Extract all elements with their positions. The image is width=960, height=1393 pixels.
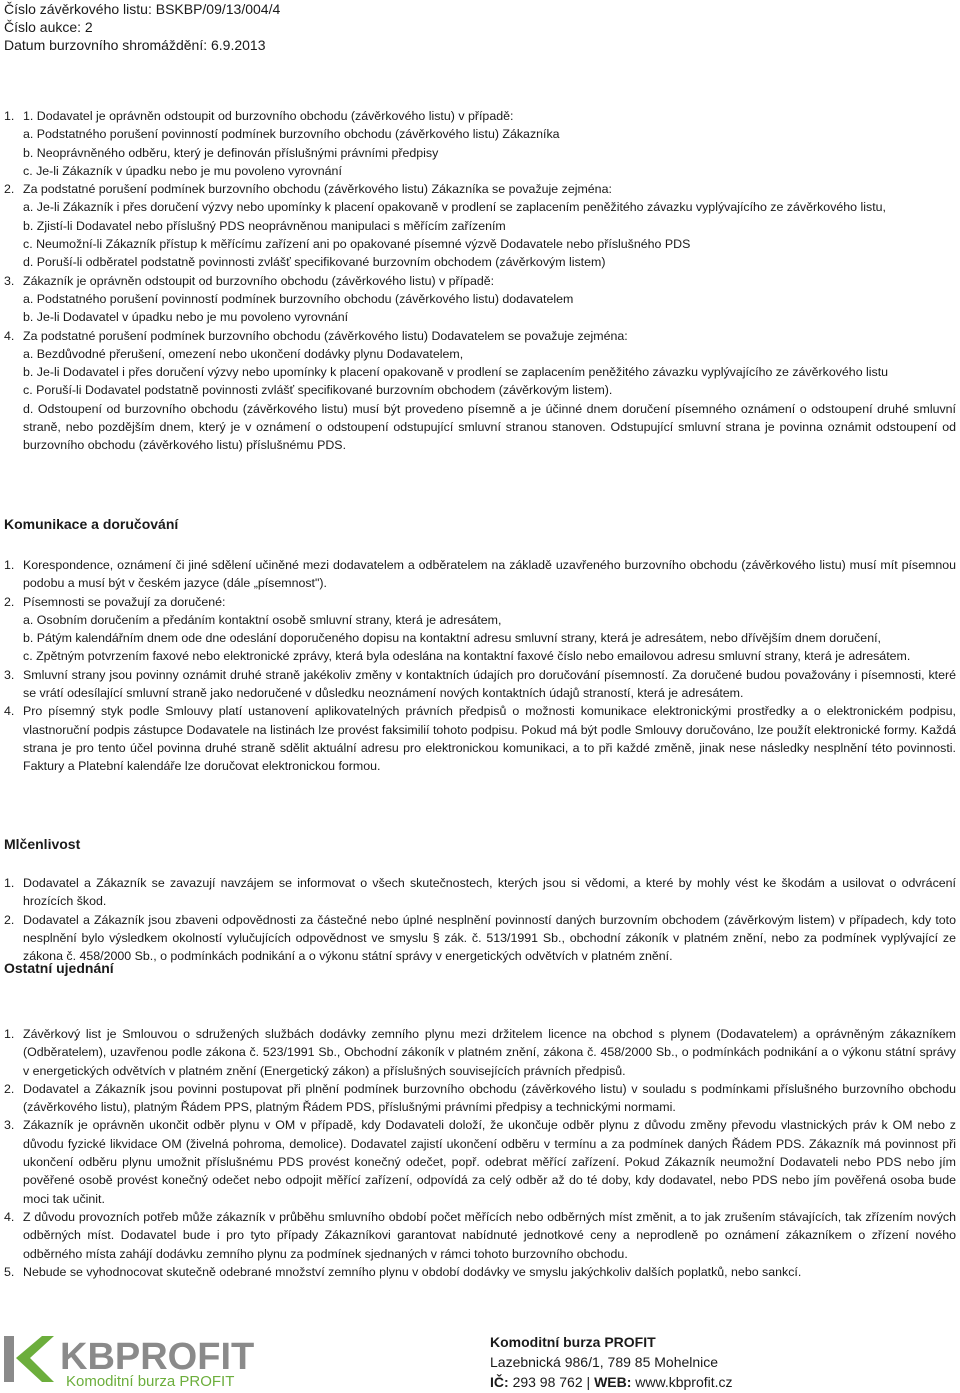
item-number: 4. [4,704,15,719]
item-number [4,647,23,665]
item-number [4,125,23,143]
item-text: c. Zpětným potvrzením faxové nebo elektronické zprávy, která byla odeslána na kontaktní faxové číslo nebo emailovou adresu smluvní strany, která je adresátem. [23,649,911,664]
item-number [4,308,23,326]
item-text: c. Poruší-li Dodavatel podstatně povinnosti zvlášť specifikované burzovním obchodem (závěrkovým listem). [23,383,613,398]
list-item [4,1116,956,1207]
list-item [4,363,956,381]
list-item [4,381,956,399]
item-number: 1. [4,876,15,890]
section-confidentiality [4,874,956,965]
footer-company: Komoditní burza PROFIT [490,1334,656,1350]
section-communication [4,556,956,776]
item-text: Z důvodu provozních potřeb může zákazník v průběhu smluvního období počet měřících nebo odběrných míst změnit, a to jak zrušením stávajících, tak zřízením nových odběrných míst. Dodavatel bude i pro tyto případy Zákazníkovi garantovat nabídnuté jednotkové ceny a neprodleně po oznámení zákazníkem o zřízení nového odběrného místa zahájí dodávku zemního plynu za podmínek sjednaných v rámci tohoto burzovního obchodu. [23,1209,956,1261]
item-number [4,611,23,629]
item-text: d. Odstoupení od burzovního obchodu (závěrkového listu) musí být provedeno písemně a je účinné dnem doručení písemného oznámení o odstoupení druhé smluvní straně, nebo pozdějším dnem, který je v oznámení o odstoupení odstupující smluvní stranou stanoven. Odstupující smluvní strana je povinna oznámit odstoupení od burzovního obchodu (závěrkového listu) příslušnému PDS. [23,401,956,453]
footer-address: Lazebnická 986/1, 789 85 Mohelnice [490,1354,719,1370]
logo-wordmark: KBPROFIT [60,1336,255,1378]
web-label: WEB: [594,1374,632,1390]
list-item [4,308,956,326]
item-number: 3. [4,667,15,682]
item-number: 4. [4,1209,15,1224]
exchange-date: Datum burzovního shromáždění: 6.9.2013 [4,37,266,53]
item-number [4,235,23,253]
list-item [4,107,956,125]
list-item [4,1263,956,1281]
item-number [4,345,23,363]
item-text: Písemnosti se považují za doručené: [23,594,226,609]
auction-number: Číslo aukce: 2 [4,19,93,35]
item-text: a. Podstatného porušení povinností podmínek burzovního obchodu (závěrkového listu) Zákazníka [23,127,560,142]
list-item [4,556,956,593]
item-text: b. Je-li Dodavatel v úpadku nebo je mu povoleno vyrovnání [23,310,349,325]
ic-label: IČ: [490,1374,509,1390]
item-text: a. Je-li Zákazník i přes doručení výzvy nebo upomínky k placení opakovaně v prodlení se zaplacením peněžitého závazku vyplývajícího ze závěrkového listu, [23,200,886,215]
item-text: a. Podstatného porušení povinností podmínek burzovního obchodu (závěrkového listu) dodavatelem [23,291,574,306]
kbprofit-logo [0,1322,260,1393]
list-item [4,1025,956,1080]
footer-ids [490,1372,810,1392]
item-text: a. Bezdůvodné přerušení, omezení nebo ukončení dodávky plynu Dodavatelem, [23,346,464,361]
section-withdrawal [4,107,956,455]
item-text: b. Pátým kalendářním dnem ode dne odeslání doporučeného dopisu na kontaktní adresu smluvní strany, která je adresátem, nebo dřívějším dnem doručení, [23,631,881,646]
list-item [4,702,956,775]
list-item [4,162,956,180]
item-number [4,290,23,308]
heading-communication: Komunikace a doručování [4,516,179,532]
list-item [4,593,956,611]
item-text: c. Neumožní-li Zákazník přístup k měřícímu zařízení ani po opakované písemné výzvě Dodavatele nebo příslušného PDS [23,237,691,252]
heading-confidentiality: Mlčenlivost [4,836,81,852]
item-number: 1. [4,1027,15,1041]
list-item [4,217,956,235]
list-item [4,1080,956,1117]
item-text: d. Poruší-li odběratel podstatně povinnosti zvlášť specifikované burzovním obchodem (závěrkovým listem) [23,255,606,270]
list-item [4,629,956,647]
item-text: Dodavatel a Zákazník jsou zbaveni odpovědnosti za částečné nebo úplné nesplnění povinností daných burzovním obchodem (závěrkovým listem) v případech, kdy toto nesplnění bylo výsledkem okolností vylučujících odpovědnost ve smyslu § zák. č. 513/1991 Sb., obchodní zákoník v platném znění, nebo za podmínek vyplývající ze zákona č. 458/2000 Sb., o podmínkách podnikání a o výkonu státní správy v energetických odvětvích v platném znění. [23,912,956,964]
item-text: Dodavatel a Zákazník se zavazují navzájem se informovat o všech skutečnostech, kterých jsou si vědomi, a které by mohly vést ke škodám a usilovat o odvrácení hrozících škod. [23,876,956,909]
item-text: Dodavatel a Zákazník jsou povinni postupovat při plnění podmínek burzovního obchodu (závěrkového listu) v souladu s podmínkami příslušného burzovního obchodu (závěrkového listu), platným Řádem PPS, platným Řádem PDS, příslušnými právními předpisy a technickými normami. [23,1081,956,1115]
item-text: 1. Dodavatel je oprávněn odstoupit od burzovního obchodu (závěrkového listu) v případě: [23,109,514,123]
list-item [4,198,956,216]
item-text: Zákazník je oprávněn ukončit odběr plynu v OM v případě, kdy Dodavateli doloží, že ukončuje odběr plynu z důvodu změny převodu vlastnických práv k OM nebo z důvodu fyzické likvidace OM (živelná pohroma, demolice). Dodavatel zajistí ukončení odběru v termínu a za podmínek daných Řádem PDS. Zákazník má povinnost při ukončení odběru plynu umožnit příslušnému PDS provést konečný odečet, popř. odebrat měřící zařízení. Pokud Zákazník neumožní Dodavateli nebo PDS nebo jím pověřené osobě provést konečný odečet nebo odpojit měřící zařízení, odpovídá za celý odběr až do té doby, kdy dodavatel, nebo PDS nebo jím pověřená osoba bude moci tak učinit. [23,1118,956,1206]
item-number: 3. [4,1118,15,1133]
item-text: c. Je-li Zákazník v úpadku nebo je mu povoleno vyrovnání [23,163,342,178]
ic-value: 293 98 762 [512,1374,583,1390]
item-number: 3. [4,273,15,288]
item-number [4,144,23,162]
list-item [4,911,956,966]
list-item [4,253,956,271]
logo-mark-icon [2,1332,58,1388]
item-text: Za podstatné porušení podmínek burzovního obchodu (závěrkového listu) Dodavatelem se považuje zejména: [23,328,628,343]
item-number: 1. [4,558,15,572]
item-number [4,400,23,455]
contract-number: Číslo závěrkového listu: BSKBP/09/13/004/4 [4,1,281,17]
item-number [4,217,23,235]
list-item [4,290,956,308]
item-number: 2. [4,594,15,609]
item-number [4,162,23,180]
item-number [4,629,23,647]
item-text: Korespondence, oznámení či jiné sdělení učiněné mezi dodavatelem a odběratelem na základě uzavřeného burzovního obchodu (závěrkového listu) musí mít písemnou podobu a musí být v českém jazyce (dále „písemnost"). [23,558,956,591]
logo-subtitle: Komoditní burza PROFIT [66,1373,235,1390]
item-number [4,363,23,381]
item-number: 2. [4,182,15,197]
item-number [4,253,23,271]
list-item [4,125,956,143]
document-header [4,0,604,54]
item-number: 5. [4,1264,15,1279]
list-item [4,144,956,162]
list-item [4,272,956,290]
list-item [4,327,956,345]
item-text: b. Je-li Dodavatel i přes doručení výzvy nebo upomínky k placení opakovaně v prodlení se zaplacením peněžitého závazku vyplývajícího ze závěrkového listu [23,365,889,380]
footer-separator: | [586,1374,591,1390]
item-text: Zákazník je oprávněn odstoupit od burzovního obchodu (závěrkového listu) v případě: [23,273,495,288]
item-text: Za podstatné porušení podmínek burzovního obchodu (závěrkového listu) Zákazníka se považuje zejména: [23,182,612,197]
item-text: Nebude se vyhodnocovat skutečně odebrané množství zemního plynu v období dodávky ve smyslu jakýchkoliv dalších poplatků, nebo sankcí. [23,1264,802,1279]
item-number [4,381,23,399]
item-text: Závěrkový list je Smlouvou o sdružených službách dodávky zemního plynu mezi držitelem licence na obchod s plynem (Dodavatelem) a oprávněným zákazníkem (Odběratelem), uzavřenou podle zákona č. 523/1991 Sb., Obchodní zákoník v platném znění, zákona č. 458/2000 Sb., o podmínkách podnikání a o výkonu státní správy v energetických odvětvích v platném znění (Energetický zákon) a příslušných souvisejících právních předpisů. [23,1027,956,1078]
list-item [4,235,956,253]
item-text: a. Osobním doručením a předáním kontaktní osobě smluvní strany, která je adresátem, [23,612,502,627]
list-item [4,345,956,363]
list-item [4,180,956,198]
list-item [4,1208,956,1263]
item-number: 1. [4,109,15,123]
item-number: 4. [4,328,15,343]
item-text: Pro písemný styk podle Smlouvy platí ustanovení aplikovatelných právních předpisů o možnosti komunikace elektronickými prostředky a o elektronickém podpisu, vlastnoruční podpis zástupce Dodavatele na listinách lze provést faksimilií tohoto podpisu. Pokud má být podle Smlouvy doručováno, lze použít elektronické formy. Každá strana je pro tento účel povinna druhé straně sdělit aktuální adresu pro elektronickou komunikaci, a to při každé změně, jinak nese následky nesplnění této povinnosti. Faktury a Platební kalendáře lze doručovat elektronickou formou. [23,704,956,774]
item-number [4,198,23,216]
list-item [4,611,956,629]
item-text: b. Neoprávněného odběru, který je definován příslušnými právními předpisy [23,145,439,160]
item-number: 2. [4,912,15,927]
list-item [4,874,956,911]
item-text: b. Zjistí-li Dodavatel nebo příslušný PDS neoprávněnou manipulaci s měřícím zařízením [23,218,506,233]
web-link[interactable]: www.kbprofit.cz [635,1374,733,1390]
list-item [4,400,956,455]
heading-other-provisions: Ostatní ujednání [4,960,114,976]
item-number: 2. [4,1081,15,1096]
footer-contact [490,1332,810,1392]
item-text: Smluvní strany jsou povinny oznámit druhé straně jakékoliv změny v kontaktních údajích pro doručování písemností. Za doručené budou považovány i písemnosti, které se vrátí odesílající smluvní straně jako nedoručené v důsledku neoznámení nových kontaktních údajů straností, která je adresátem. [23,667,956,701]
list-item [4,647,956,665]
section-other-provisions [4,1025,956,1281]
list-item [4,666,956,703]
